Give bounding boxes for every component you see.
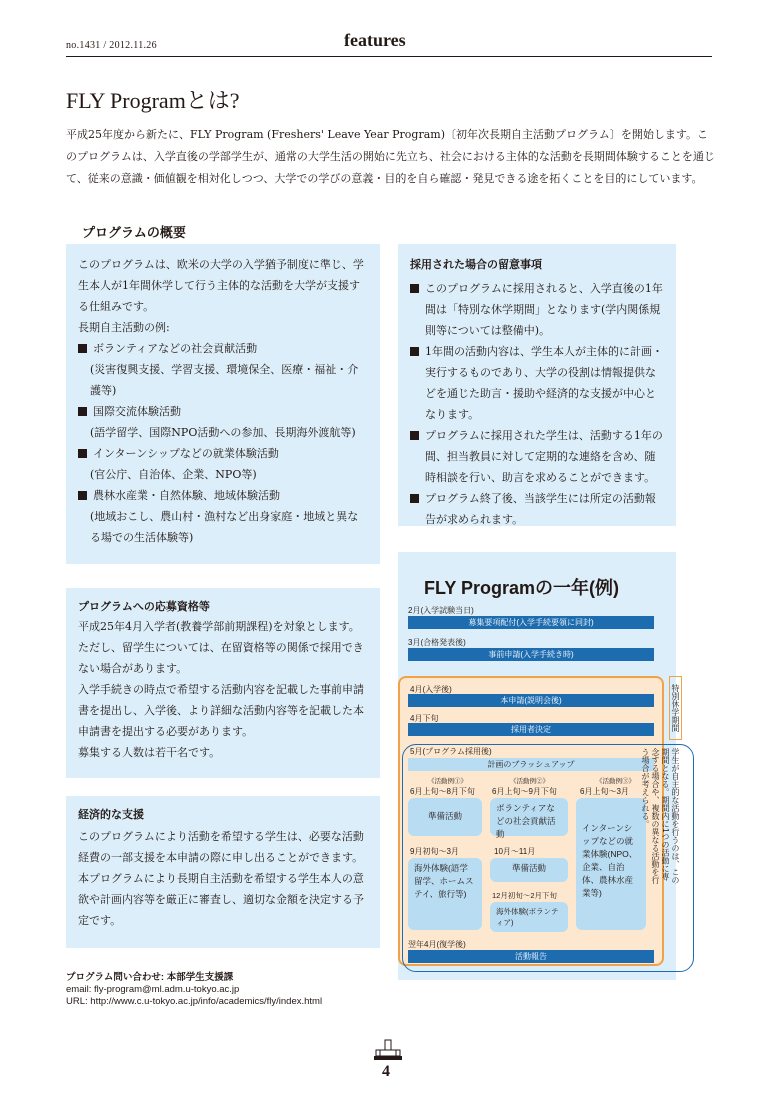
example-label: 《活動例③》: [596, 778, 635, 785]
example-period: 10月〜11月: [494, 847, 536, 856]
timeline-bar: 採用者決定: [408, 723, 654, 736]
contact-title: プログラム問い合わせ: 本部学生支援課: [66, 972, 234, 983]
activity-box: インターンシップなどの就業体験(NPO、企業、自治体、農林水産業等): [576, 798, 646, 930]
bullet-icon: [78, 449, 87, 458]
eligibility-box: [66, 588, 380, 778]
special-leave-label: 特別休学期間: [669, 676, 682, 740]
bullet-icon: [410, 284, 419, 293]
example-item: 国際交流体験活動: [78, 401, 368, 422]
issue-info: no.1431 / 2012.11.26: [66, 40, 157, 51]
examples-label: 長期自主活動の例:: [78, 321, 170, 334]
notes-heading: 採用された場合の留意事項: [410, 259, 542, 271]
university-logo-icon: [372, 1038, 404, 1062]
overview-lead: このプログラムは、欧米の大学の入学猶予制度に準じ、学生本人が1年間休学して行う主体的な活動を大学が支援する仕組みです。: [78, 258, 364, 313]
header-divider: [66, 56, 712, 57]
intro-paragraph: 平成25年度から新たに、FLY Program (Freshers' Leave Year Program)〔初年次長期自主活動プログラム〕を開始します。このプログラムは、入学直後の学部学生が、通常の大学生活の開始に先立ち、社会における主体的な活動を長期間体験することを通じて、従来の意識・価値観を相対化しつつ、大学での学びの意義・目的を自ら確認・発見できる途を拓くことを目的にしています。: [66, 128, 715, 185]
overview-box: [66, 244, 380, 564]
contact-email[interactable]: email: fly-program@ml.adm.u-tokyo.ac.jp: [66, 984, 240, 995]
timeline-label: 4月(入学後): [410, 685, 452, 694]
timeline-label: 翌年4月(復学後): [408, 940, 466, 949]
example-period: 9月初旬〜3月: [410, 847, 459, 856]
timeline-label: 4月下旬: [410, 714, 439, 723]
timeline-label: 2月(入学試験当日): [408, 606, 474, 615]
note-item: プログラム終了後、当該学生には所定の活動報告が求められます。: [410, 488, 666, 530]
bullet-icon: [410, 494, 419, 503]
support-box: [66, 796, 380, 948]
example-label: 《活動例①》: [428, 778, 467, 785]
page-number: 4: [382, 1063, 390, 1080]
activity-box: 海外体験(語学留学、ホームステイ、旅行等): [408, 858, 482, 930]
eligibility-paragraph: 募集する人数は若干名です。: [78, 746, 221, 759]
activity-box: 準備活動: [490, 858, 568, 882]
contact-info: [66, 972, 322, 1008]
example-item: 農林水産業・自然体験、地域体験活動: [78, 485, 368, 506]
bullet-icon: [78, 344, 87, 353]
activity-box: 準備活動: [408, 798, 482, 836]
eligibility-heading: プログラムへの応募資格等: [78, 601, 210, 613]
overview-heading: プログラムの概要: [82, 225, 186, 240]
support-text: このプログラムにより活動を希望する学生は、必要な活動経費の一部支援を本申請の際に申し出ることができます。本プログラムにより長期自主活動を希望する学生本人の意欲や計画内容等を厳正に審査し、適切な金額を決定する予定です。: [78, 830, 364, 927]
eligibility-paragraph: 平成25年4月入学者(教養学部前期課程)を対象とします。ただし、留学生については、在留資格等の関係で採用できない場合があります。: [78, 620, 364, 675]
note-item: プログラムに採用された学生は、活動する1年の間、担当教員に対して定期的な連絡を含め、随時相談を行い、助言を求めることができます。: [410, 425, 666, 488]
timeline-bar: 活動報告: [408, 950, 654, 963]
support-heading: 経済的な支援: [78, 809, 144, 821]
contact-url[interactable]: URL: http://www.c.u-tokyo.ac.jp/info/academics/fly/index.html: [66, 996, 323, 1007]
note-item: このプログラムに採用されると、入学直後の1年間は「特別な休学期間」となります(学内関係規則等については整備中)。: [410, 278, 666, 341]
page-title: FLY Programとは?: [66, 88, 240, 113]
bullet-icon: [78, 491, 87, 500]
timeline-panel: [398, 552, 680, 980]
activity-side-note: 学生が自主的な活動を行うのは、この期間となる。期間内に1つの活動に専念する場合や、複数の異なる活動を行う場合が考えられる。: [641, 748, 680, 884]
example-detail: (語学留学、国際NPO活動への参加、長期海外渡航等): [90, 426, 356, 439]
activity-box: 海外体験(ボランティア): [490, 902, 568, 932]
bullet-icon: [410, 431, 419, 440]
example-item: インターンシップなどの就業体験活動: [78, 443, 368, 464]
example-item: ボランティアなどの社会貢献活動: [78, 338, 368, 359]
example-period: 6月上旬〜8月下旬: [410, 787, 475, 796]
example-detail: (災害復興支援、学習支援、環境保全、医療・福祉・介護等): [90, 363, 359, 397]
timeline-bar: 計画のブラッシュアップ: [408, 758, 654, 771]
example-period: 12月初旬〜2月下旬: [492, 891, 558, 900]
eligibility-paragraph: 入学手続きの時点で希望する活動内容を記載した事前申請書を提出し、入学後、より詳細な活動内容等を記載した本申請書を提出する必要があります。: [78, 683, 364, 738]
notes-box: [398, 244, 676, 526]
section-title: features: [344, 30, 406, 50]
example-detail: (官公庁、自治体、企業、NPO等): [90, 468, 257, 481]
bullet-icon: [78, 407, 87, 416]
timeline-title: FLY Programの一年(例): [424, 578, 620, 598]
timeline-bar: 事前申請(入学手続き時): [408, 648, 654, 661]
timeline-label: 3月(合格発表後): [408, 638, 466, 647]
timeline-label: 5月(プログラム採用後): [410, 747, 492, 756]
activity-box: ボランティアなどの社会貢献活動: [490, 798, 568, 836]
example-period: 6月上旬〜3月: [580, 787, 629, 796]
example-detail: (地域おこし、農山村・漁村など出身家庭・地域と異なる場での生活体験等): [90, 510, 359, 544]
timeline-bar: 本申請(説明会後): [408, 694, 654, 707]
example-period: 6月上旬〜9月下旬: [492, 787, 557, 796]
example-label: 《活動例②》: [510, 778, 549, 785]
bullet-icon: [410, 347, 419, 356]
note-item: 1年間の活動内容は、学生本人が主体的に計画・実行するものであり、大学の役割は情報提供などを通じた助言・援助や経済的な支援が中心となります。: [410, 341, 666, 425]
timeline-bar: 募集要項配付(入学手続要領に同封): [408, 616, 654, 629]
